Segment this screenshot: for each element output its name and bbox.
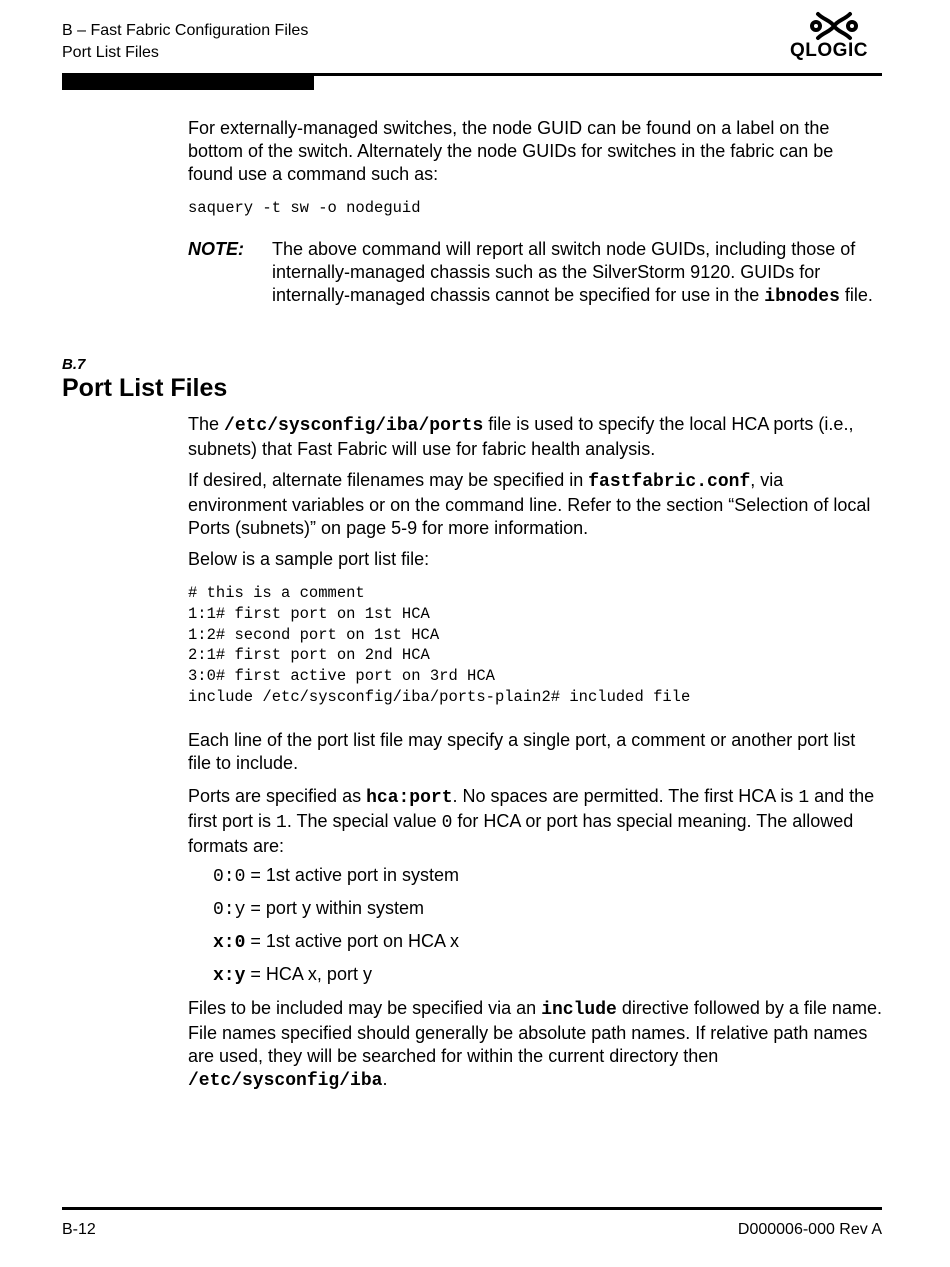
text-run: . No spaces are permitted. The first HCA is bbox=[452, 786, 799, 806]
text-run: . The special value bbox=[286, 811, 442, 831]
paragraph-each-line bbox=[188, 729, 882, 775]
inline-code: 0 bbox=[441, 813, 453, 833]
each-line-text: Each line of the port list file may specify a single port, a comment or another port list file to include. bbox=[188, 730, 856, 773]
note-text-part: The above command will report all switch node GUIDs, including those of internally-managed chassis such as the SilverStorm 9120. GUIDs for internally-managed chassis cannot be specified for use in the bbox=[272, 239, 856, 305]
text-run: The bbox=[188, 414, 225, 434]
inline-code: hca:port bbox=[366, 788, 453, 808]
format-text: = 1st active port in system bbox=[245, 865, 459, 885]
format-item bbox=[213, 963, 372, 988]
format-item bbox=[213, 897, 424, 922]
intro-text: For externally-managed switches, the node GUID can be found on a label on the bottom of the switch. Alternately the node GUIDs for switches in the fabric can be found use a command such as: bbox=[188, 118, 834, 184]
paragraph-ports-file bbox=[188, 413, 882, 461]
document-id: D000006-000 Rev A bbox=[737, 1221, 882, 1238]
sample-line: 2:1# first port on 2nd HCA bbox=[188, 646, 430, 665]
sample-port-list bbox=[188, 583, 690, 708]
inline-code: 1 bbox=[276, 813, 287, 833]
inline-code: include bbox=[541, 1000, 617, 1020]
sample-intro-text: Below is a sample port list file: bbox=[188, 549, 430, 569]
text-run: file is used to specify the local HCA ports (i.e., subnets) that Fast Fabric will use for fabric health analysis. bbox=[188, 414, 854, 459]
note-text-end: file. bbox=[839, 285, 873, 305]
format-text: = port y within system bbox=[245, 898, 424, 918]
running-header-section: Port List Files bbox=[62, 44, 159, 61]
page-number: B-12 bbox=[62, 1221, 96, 1238]
format-code: 0:0 bbox=[213, 867, 246, 887]
inline-code: fastfabric.conf bbox=[588, 472, 751, 492]
paragraph-alternate-filenames bbox=[188, 469, 882, 540]
text-run: If desired, alternate filenames may be specified in bbox=[188, 470, 589, 490]
format-item bbox=[213, 864, 459, 889]
qlogic-logo-mark-icon bbox=[788, 10, 882, 42]
footer-rule bbox=[62, 1207, 882, 1210]
text-run: Ports are specified as bbox=[188, 786, 367, 806]
sample-line: 3:0# first active port on 3rd HCA bbox=[188, 667, 495, 686]
running-header-chapter: B – Fast Fabric Configuration Files bbox=[62, 22, 309, 39]
format-text: = HCA x, port y bbox=[245, 964, 372, 984]
text-run: and the first port is bbox=[188, 786, 875, 831]
format-code: x:0 bbox=[213, 933, 246, 953]
paragraph-include-directive bbox=[188, 997, 882, 1093]
text-run: Files to be included may be specified via an bbox=[188, 998, 542, 1018]
intro-paragraph bbox=[188, 117, 882, 186]
sample-line: # this is a comment bbox=[188, 584, 365, 602]
inline-code: /etc/sysconfig/iba/ports bbox=[224, 416, 484, 436]
sample-line: include /etc/sysconfig/iba/ports-plain2# included file bbox=[188, 687, 691, 706]
text-run: . bbox=[382, 1069, 388, 1089]
format-code: 0:y bbox=[213, 900, 246, 920]
paragraph-sample-intro bbox=[188, 548, 882, 571]
text-run: , via environment variables or on the command line. Refer to the section “Selection of local Ports (subnets)” on page 5-9 for more information. bbox=[188, 470, 871, 538]
text-run: for HCA or port has special meaning. The allowed formats are: bbox=[188, 811, 854, 856]
section-number: B.7 bbox=[62, 356, 86, 373]
note-text bbox=[272, 238, 882, 309]
format-text: = 1st active port on HCA x bbox=[245, 931, 460, 951]
section-title: Port List Files bbox=[62, 374, 228, 402]
inline-code: /etc/sysconfig/iba bbox=[188, 1071, 383, 1091]
qlogic-logo-text: QLOGIC bbox=[790, 40, 868, 61]
format-item bbox=[213, 930, 459, 955]
paragraph-port-format bbox=[188, 785, 882, 858]
text-run: directive followed by a file name. File names specified should generally be absolute path names. If relative path names are used, they will be searched for within the current directory then bbox=[188, 998, 882, 1066]
note-label: NOTE: bbox=[188, 239, 244, 259]
header-bar bbox=[62, 76, 314, 90]
command-example: saquery -t sw -o nodeguid bbox=[188, 199, 421, 217]
note-code: ibnodes bbox=[764, 287, 840, 307]
sample-line: 1:2# second port on 1st HCA bbox=[188, 625, 440, 644]
sample-line: 1:1# first port on 1st HCA bbox=[188, 604, 430, 623]
inline-code: 1 bbox=[798, 788, 810, 808]
format-code: x:y bbox=[213, 966, 246, 986]
